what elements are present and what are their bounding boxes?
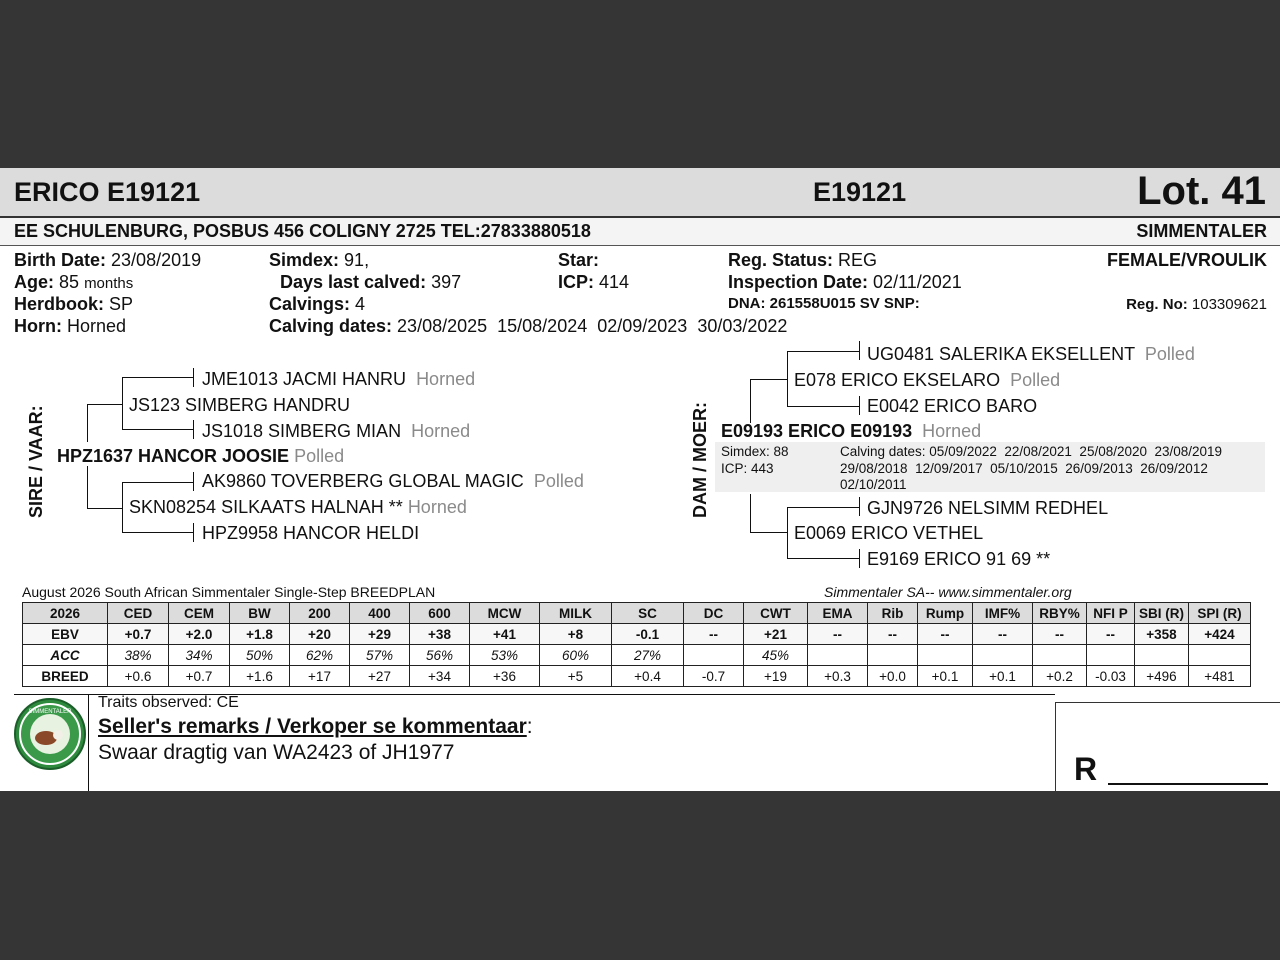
horn: Horn: Horned — [14, 316, 127, 336]
dam-dam-sire: GJN9726 NELSIMM REDHEL — [867, 498, 1109, 518]
title-bar — [0, 168, 1280, 218]
sire-dam-dam: HPZ9958 HANCOR HELDI — [202, 523, 420, 543]
dam-info-box — [715, 442, 1265, 492]
animal-name: ERICO E19121 — [14, 177, 201, 207]
sire-dam-sire: AK9860 TOVERBERG GLOBAL MAGIC Polled — [202, 471, 584, 491]
reg-no: Reg. No: 103309621 — [1126, 296, 1267, 313]
sire-sire-dam: JS1018 SIMBERG MIAN Horned — [202, 421, 471, 441]
currency-letter: R — [1074, 751, 1098, 787]
sellers-remarks-text: Swaar dragtig van WA2423 of JH1977 — [98, 741, 455, 764]
sire-sire: JS123 SIMBERG HANDRU — [129, 395, 351, 415]
simdex: Simdex: 91, — [269, 250, 370, 270]
star: Star: — [558, 250, 600, 270]
table-header-row: 2026 CED CEM BW 200 400 600 MCW MILK SC DC CWT EMA Rib Rump IMF% RBY% NFI P SBI (R) SPI (R) — [23, 603, 1251, 624]
dam-calving-dates-2: 29/08/2018 12/09/2017 05/10/2015 26/09/2013 26/09/2012 — [840, 461, 1208, 476]
price-line[interactable] — [1108, 783, 1268, 785]
inspection-date: Inspection Date: 02/11/2021 — [728, 272, 962, 292]
dam-calving-dates-1: Calving dates: 05/09/2022 22/08/2021 25/08/2020 23/08/2019 — [840, 444, 1223, 459]
dam-icp: ICP: 443 — [721, 461, 774, 476]
days-last-calved: Days last calved: 397 — [280, 272, 462, 292]
dna-info: DNA: 261558U015 SV SNP: — [728, 295, 920, 312]
sire-sire-sire: JME1013 JACMI HANRU Horned — [202, 369, 476, 389]
owner-bar — [0, 218, 1280, 246]
lot-number: Lot. 41 — [1137, 169, 1266, 213]
dam-calving-dates-3: 02/10/2011 — [840, 477, 907, 492]
birth-date: Birth Date: 23/08/2019 — [14, 250, 202, 270]
dam: E09193 ERICO E09193 Horned — [721, 421, 982, 441]
breedplan-title: August 2026 South African Simmentaler Single-Step BREEDPLAN — [22, 584, 436, 600]
sire-side-label: SIRE / VAAR: — [26, 405, 46, 518]
sire: HPZ1637 HANCOR JOOSIE Polled — [57, 446, 345, 466]
table-row-breed: BREED +0.6 +0.7 +1.6 +17 +27 +34 +36 +5 +0.4 -0.7 +19 +0.3 +0.0 +0.1 +0.1 +0.2 -0.03 +496 +481 — [23, 666, 1251, 687]
calvings: Calvings: 4 — [269, 294, 366, 314]
dam-dam: E0069 ERICO VETHEL — [794, 523, 984, 543]
dam-dam-dam: E9169 ERICO 91 69 ** — [867, 549, 1051, 569]
sellers-remarks-label: Seller's remarks / Verkoper se kommentaar: — [98, 715, 533, 738]
sire-dam: SKN08254 SILKAATS HALNAH ** Horned — [129, 497, 467, 517]
breedplan-table — [22, 602, 1251, 687]
breed-name: SIMMENTALER — [1136, 221, 1267, 241]
price-entry-box[interactable] — [1055, 702, 1280, 791]
dam-sire-sire: UG0481 SALERIKA EKSELLENT Polled — [867, 344, 1195, 364]
sex: FEMALE/VROULIK — [1107, 250, 1267, 270]
table-row-ebv: EBV +0.7 +2.0 +1.8 +20 +29 +38 +41 +8 -0.1 -- +21 -- -- -- -- -- -- +358 +424 — [23, 624, 1251, 645]
simmentaler-logo-icon — [14, 698, 86, 770]
table-row-acc: ACC 38% 34% 50% 62% 57% 56% 53% 60% 27% 45% — [23, 645, 1251, 666]
owner-line: EE SCHULENBURG, POSBUS 456 COLIGNY 2725 TEL:27833880518 — [14, 221, 591, 241]
dam-sire: E078 ERICO EKSELARO Polled — [794, 370, 1061, 390]
reg-id: E19121 — [813, 177, 907, 207]
lot-card — [0, 168, 1280, 791]
herdbook: Herdbook: SP — [14, 294, 134, 314]
reg-status: Reg. Status: REG — [728, 250, 878, 270]
dam-sire-dam: E0042 ERICO BARO — [867, 396, 1038, 416]
calving-dates: Calving dates: 23/08/2025 15/08/2024 02/09/2023 30/03/2022 — [269, 316, 788, 336]
age: Age: 85 months — [14, 272, 134, 292]
icp: ICP: 414 — [558, 272, 630, 292]
dam-simdex: Simdex: 88 — [721, 444, 789, 459]
traits-observed: Traits observed: CE — [98, 694, 239, 711]
breedplan-site: Simmentaler SA-- www.simmentaler.org — [824, 584, 1072, 600]
svg-text:SIMMENTALER: SIMMENTALER — [28, 709, 72, 715]
dam-side-label: DAM / MOER: — [690, 402, 710, 518]
